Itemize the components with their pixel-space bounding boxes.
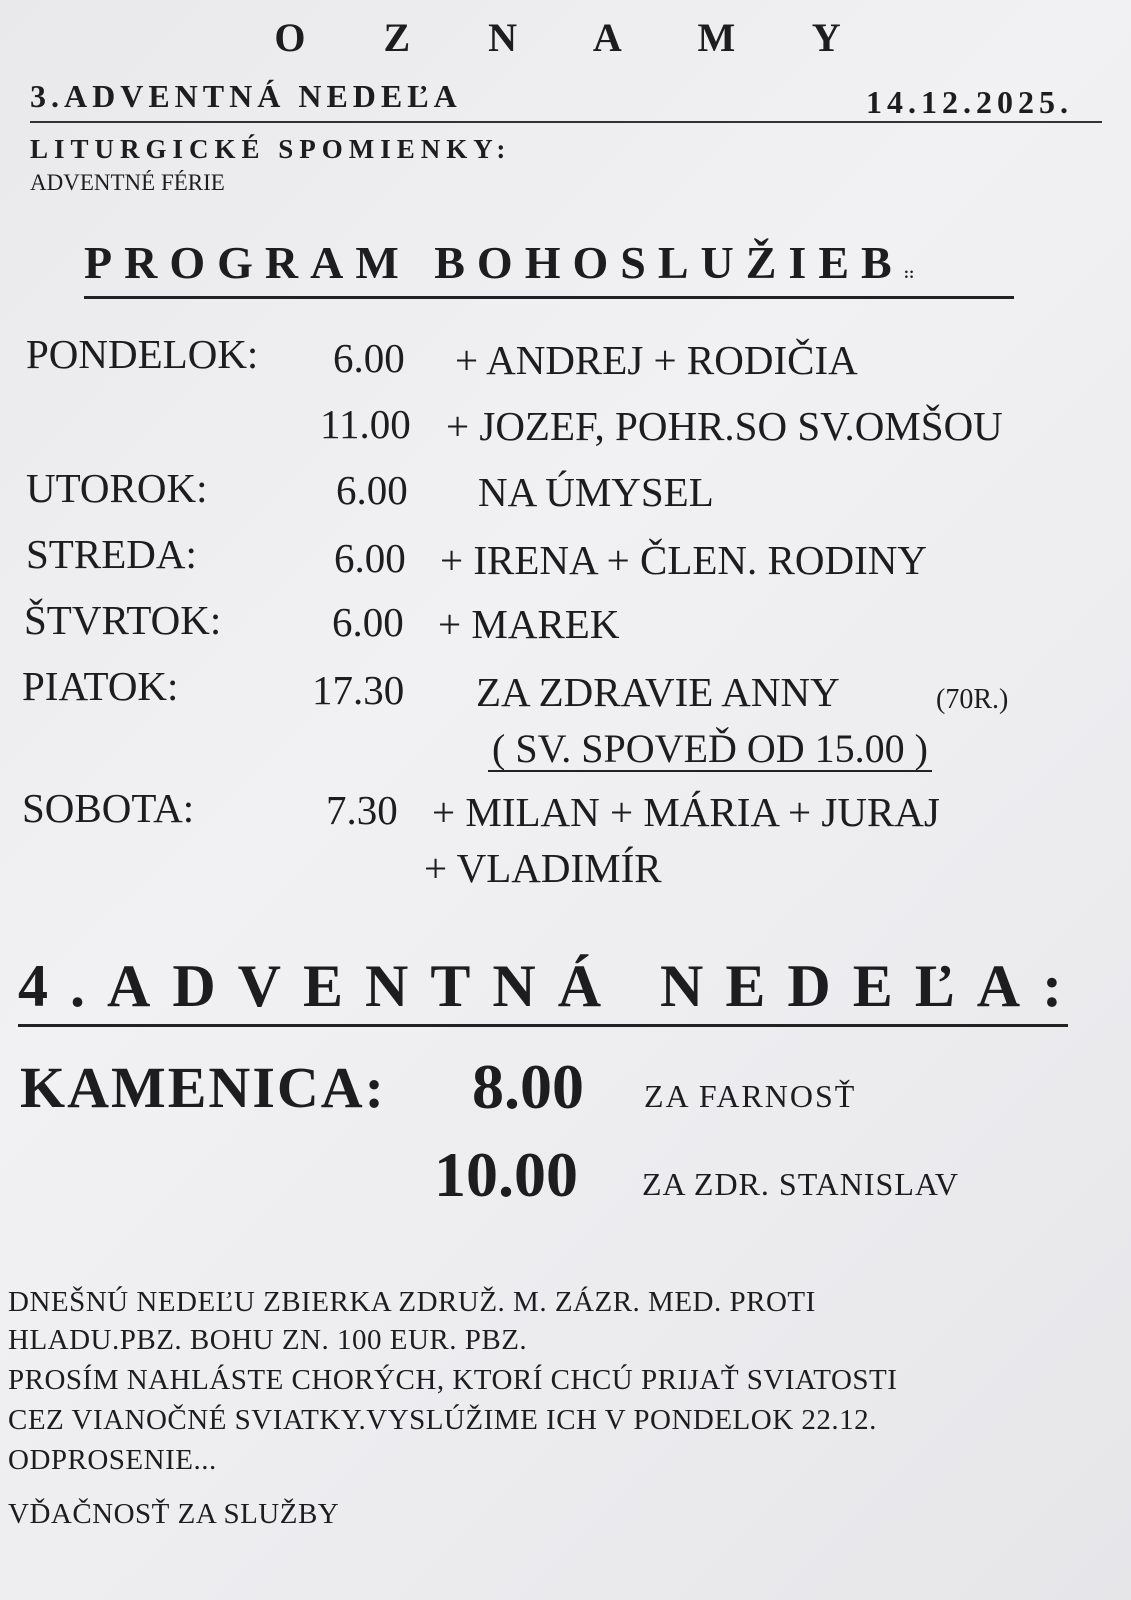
schedule-time: 7.30 xyxy=(326,787,398,833)
sunday-heading: 3.ADVENTNÁ NEDEĽA xyxy=(30,78,462,114)
schedule-intention: + IRENA + ČLEN. RODINY xyxy=(440,537,927,583)
schedule-intention: + VLADIMÍR xyxy=(424,845,662,891)
schedule-intention: + MAREK xyxy=(438,601,620,647)
mass-time: 8.00 xyxy=(472,1051,584,1122)
mass-location: KAMENICA: xyxy=(20,1055,386,1120)
program-heading-text: PROGRAM BOHOSLUŽIEB xyxy=(84,237,904,288)
mass-intention: ZA FARNOSŤ xyxy=(644,1078,857,1114)
liturgy-value: ADVENTNÉ FÉRIE xyxy=(30,170,225,195)
mass-intention: ZA ZDR. STANISLAV xyxy=(642,1166,959,1202)
schedule-time: 6.00 xyxy=(334,535,406,581)
confession-note: ( SV. SPOVEĎ OD 15.00 ) xyxy=(488,728,932,772)
schedule-intention: ZA ZDRAVIE ANNY xyxy=(476,669,840,715)
schedule-day: PONDELOK: xyxy=(26,331,259,377)
age-note: (70R.) xyxy=(936,684,1009,715)
program-heading xyxy=(84,236,914,289)
schedule-day: SOBOTA: xyxy=(22,785,195,831)
announcement-line: DNEŠNÚ NEDEĽU ZBIERKA ZDRUŽ. M. ZÁZR. MED. PROTI xyxy=(8,1286,816,1318)
advent4-underline xyxy=(18,1024,1068,1027)
mass-time: 10.00 xyxy=(434,1139,578,1210)
program-heading-suffix: :: xyxy=(903,265,915,282)
schedule-day: ŠTVRTOK: xyxy=(24,597,222,643)
document-title: O Z N A M Y xyxy=(274,15,875,60)
announcement-line: HLADU.PBZ. BOHU ZN. 100 EUR. PBZ. xyxy=(8,1324,528,1356)
schedule-intention: NA ÚMYSEL xyxy=(478,469,714,515)
announcement-line: CEZ VIANOČNÉ SVIATKY.VYSLÚŽIME ICH V PONDELOK 22.12. xyxy=(8,1404,877,1436)
document-date: 14.12.2025. xyxy=(866,84,1073,120)
advent4-heading: 4.ADVENTNÁ NEDEĽA: xyxy=(18,953,1085,1019)
schedule-day: STREDA: xyxy=(26,531,197,577)
schedule-time: 17.30 xyxy=(312,667,405,713)
schedule-time: 6.00 xyxy=(332,599,404,645)
schedule-time: 6.00 xyxy=(336,467,408,513)
schedule-intention: + ANDREJ + RODIČIA xyxy=(455,337,858,383)
schedule-intention: + MILAN + MÁRIA + JURAJ xyxy=(432,789,940,835)
program-heading-underline xyxy=(84,296,1014,299)
announcement-line: PROSÍM NAHLÁSTE CHORÝCH, KTORÍ CHCÚ PRIJAŤ SVIATOSTI xyxy=(8,1364,898,1396)
announcement-line: VĎAČNOSŤ ZA SLUŽBY xyxy=(8,1498,340,1530)
announcement-line: ODPROSENIE... xyxy=(8,1444,217,1476)
schedule-day: PIATOK: xyxy=(22,663,179,709)
schedule-intention: + JOZEF, POHR.SO SV.OMŠOU xyxy=(446,403,1003,449)
header-divider xyxy=(30,121,1102,123)
schedule-time: 11.00 xyxy=(320,401,411,447)
liturgy-label: LITURGICKÉ SPOMIENKY: xyxy=(30,134,512,164)
schedule-time: 6.00 xyxy=(333,335,405,381)
schedule-day: UTOROK: xyxy=(26,465,208,511)
